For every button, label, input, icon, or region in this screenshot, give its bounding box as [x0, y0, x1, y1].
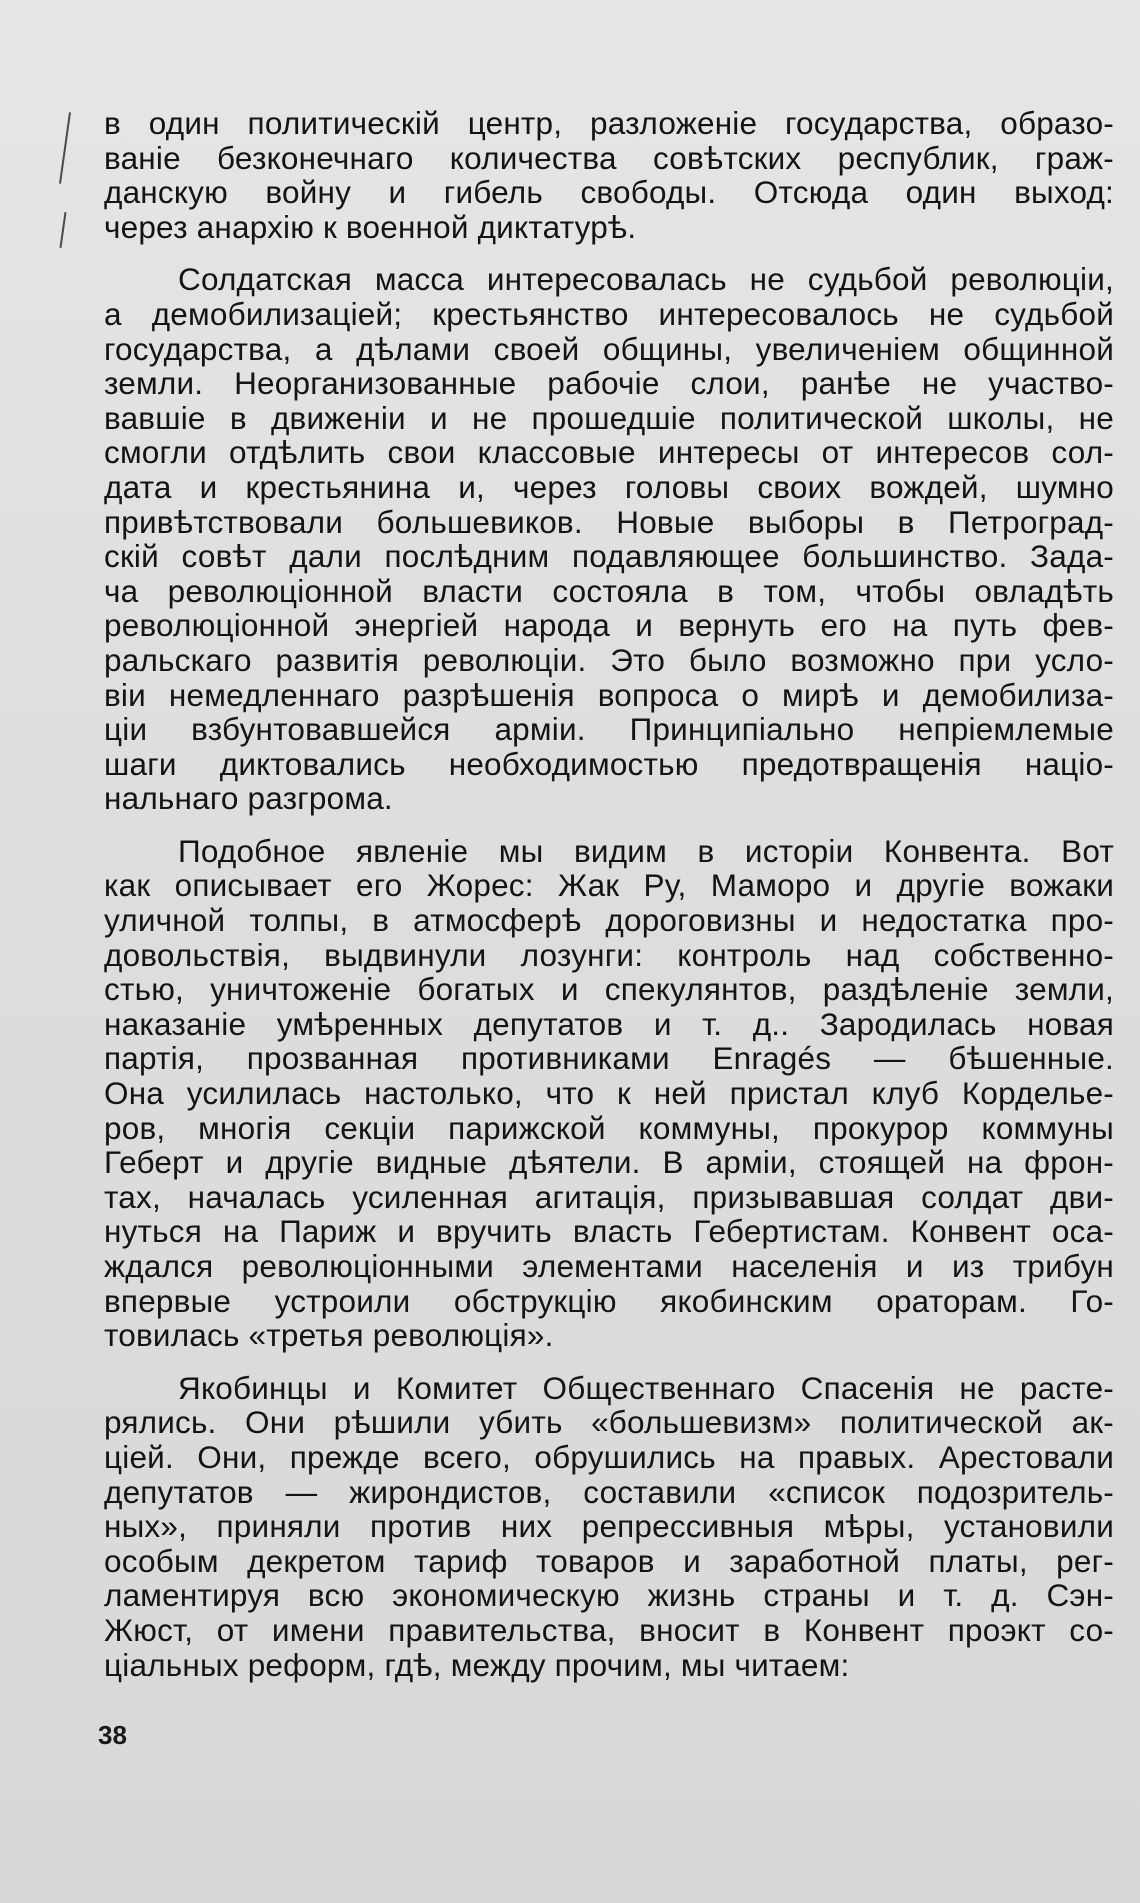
text-line: Подобное явленіе мы видим в исторіи Конвента. Вот — [178, 832, 1114, 869]
text-line: в один политическій центр, разложеніе государства, образо- — [104, 105, 1114, 141]
text-line: через анархію к военной диктатурѣ. — [104, 208, 637, 245]
text-line: тах, началась усиленная агитація, призывавшая солдат дви- — [104, 1178, 1114, 1215]
text-line: ламентируя всю экономическую жизнь страны и т. д. Сэн- — [104, 1577, 1114, 1614]
text-line: дата и крестьянина и, через головы своих вождей, шумно — [104, 468, 1114, 505]
text-line: нуться на Париж и вручить власть Гебертистам. Конвент оса- — [104, 1213, 1114, 1250]
text-line: ральскаго развитія революціи. Это было возможно при усло- — [104, 641, 1114, 678]
text-line: стью, уничтоженіе богатых и спекулянтов, раздѣленіе земли, — [104, 971, 1114, 1008]
text-line: шаги диктовались необходимостью предотвращенія націо- — [104, 745, 1114, 782]
text-line: особым декретом тариф товаров и заработной платы, рег- — [104, 1542, 1114, 1579]
paragraph-gap — [104, 244, 1114, 262]
text-line: ваніе безконечнаго количества совѣтских республик, граж- — [104, 139, 1114, 176]
text-line: уличной толпы, в атмосферѣ дороговизны и недостатка про- — [104, 902, 1114, 939]
text-line: товилась «третья революція». — [104, 1317, 554, 1354]
text-line: скій совѣт дали послѣдним подавляющее большинство. Зада- — [104, 538, 1114, 575]
paragraph — [104, 834, 1114, 1353]
paragraph — [104, 1371, 1114, 1682]
paragraph — [104, 262, 1114, 816]
paragraph-gap — [104, 816, 1114, 834]
text-line: депутатов — жирондистов, составили «список подозритель- — [104, 1473, 1114, 1510]
text-line: наказаніе умѣренных депутатов и т. д.. Зародилась новая — [104, 1005, 1114, 1042]
margin-pencil-mark — [59, 112, 71, 184]
text-line: земли. Неорганизованные рабочіе слои, ранѣе не участво- — [104, 365, 1114, 402]
text-line: ждался революціонными элементами населенія и из трибун — [104, 1248, 1114, 1284]
text-line: ров, многія секціи парижской коммуны, прокурор коммуны — [104, 1109, 1114, 1146]
text-line: привѣтствовали большевиков. Новые выборы в Петроград- — [104, 503, 1114, 540]
text-line: ных», приняли против них репрессивныя мѣры, установили — [104, 1508, 1114, 1545]
page-number: 38 — [98, 1720, 127, 1750]
text-line: как описывает его Жорес: Жак Ру, Маморо и другіе вожаки — [104, 867, 1114, 904]
margin-pencil-mark — [60, 212, 67, 248]
text-line: революціонной энергіей народа и вернуть его на путь фев- — [104, 607, 1114, 644]
text-line: рялись. Они рѣшили убить «большевизм» политической ак- — [104, 1404, 1114, 1441]
text-line: віи немедленнаго разрѣшенія вопроса о мирѣ и демобилиза- — [104, 676, 1114, 713]
text-line: смогли отдѣлить свои классовые интересы от интересов сол- — [104, 434, 1114, 471]
text-line: ціи взбунтовавшейся арміи. Принципіально непріемлемые — [104, 711, 1114, 748]
text-line: ча революціонной власти состояла в том, чтобы овладѣть — [104, 572, 1114, 609]
text-line: ціей. Они, прежде всего, обрушились на правых. Арестовали — [104, 1438, 1114, 1475]
paragraph — [104, 106, 1114, 244]
text-line: партія, прозванная противниками Enragés — бѣшенные. — [104, 1040, 1114, 1077]
text-line: довольствія, выдвинули лозунги: контроль над собственно- — [104, 936, 1114, 973]
text-line: Солдатская масса интересовалась не судьбой революціи, — [178, 261, 1114, 298]
text-line: нальнаго разгрома. — [104, 780, 393, 817]
text-line: государства, а дѣлами своей общины, увеличеніем общинной — [104, 330, 1114, 367]
text-line: впервые устроили обструкцію якобинским ораторам. Го- — [104, 1282, 1114, 1319]
text-line: вавшіе в движеніи и не прошедшіе политической школы, не — [104, 399, 1114, 436]
paragraph-gap — [104, 1353, 1114, 1371]
text-line: Геберт и другіе видные дѣятели. В арміи, стоящей на фрон- — [104, 1144, 1114, 1181]
body-text — [104, 106, 1114, 1682]
text-line: Якобинцы и Комитет Общественнаго Спасенія не расте- — [178, 1369, 1114, 1406]
text-line: Жюст, от имени правительства, вносит в Конвент проэкт со- — [104, 1611, 1114, 1648]
text-line: ціальных реформ, гдѣ, между прочим, мы читаем: — [104, 1646, 850, 1683]
text-line: Она усилилась настолько, что к ней пристал клуб Корделье- — [104, 1075, 1114, 1112]
text-line: а демобилизаціей; крестьянство интересовалось не судьбой — [104, 295, 1114, 332]
text-line: данскую войну и гибель свободы. Отсюда один выход: — [104, 174, 1114, 211]
